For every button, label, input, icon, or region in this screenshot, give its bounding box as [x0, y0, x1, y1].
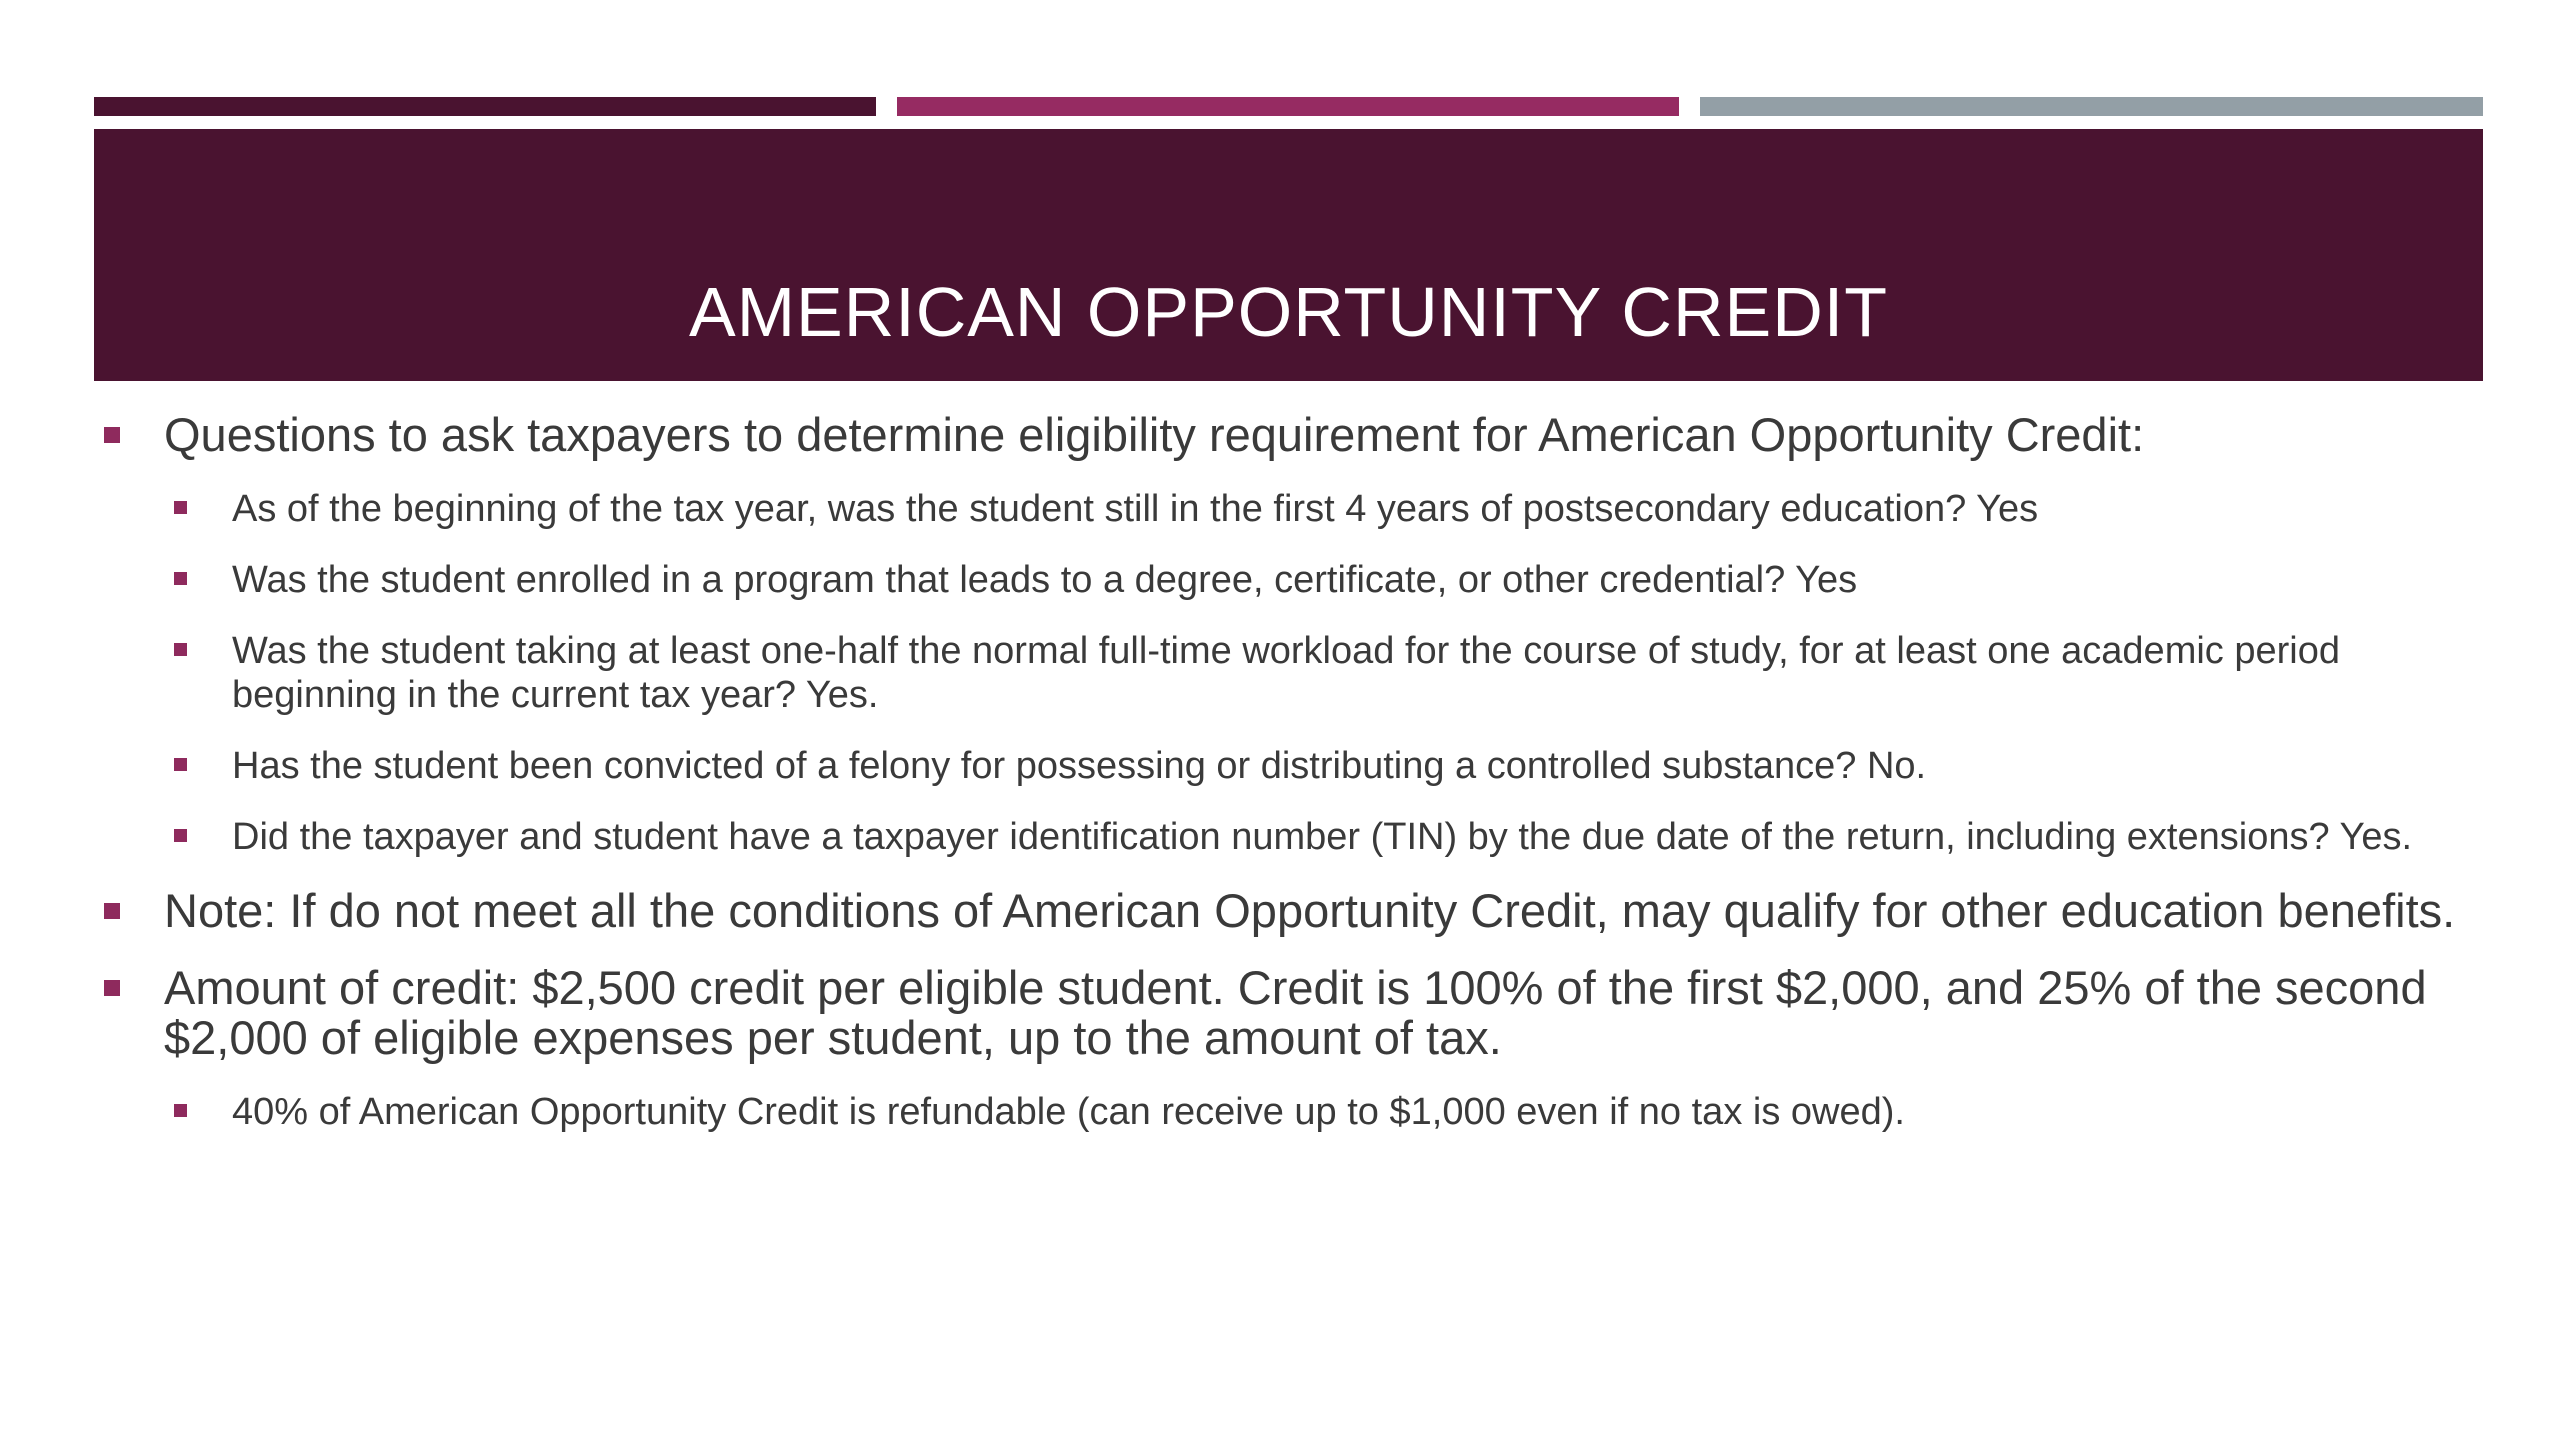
accent-bar-dark — [94, 97, 876, 116]
square-bullet-icon — [104, 903, 120, 919]
slide-content — [94, 410, 2474, 1161]
sub-bullet-text: 40% of American Opportunity Credit is refundable (can receive up to $1,000 even if no tax is owed). — [232, 1091, 1905, 1133]
accent-bar-gray — [1700, 97, 2483, 116]
sub-bullet-text: Was the student enrolled in a program that leads to a degree, certificate, or other credential? Yes — [232, 559, 1858, 601]
sub-bullet-item — [94, 815, 2474, 859]
sub-bullet-text: As of the beginning of the tax year, was the student still in the first 4 years of postsecondary education? Yes — [232, 488, 2039, 530]
square-bullet-icon — [174, 1104, 187, 1117]
square-bullet-icon — [174, 643, 187, 656]
bullet-item-questions — [94, 410, 2474, 460]
sub-bullet-item — [94, 487, 2474, 531]
sub-bullet-item — [94, 1090, 2474, 1134]
sub-bullet-text: Has the student been convicted of a felony for possessing or distributing a controlled substance? No. — [232, 745, 1927, 787]
sub-list-questions — [94, 487, 2474, 859]
square-bullet-icon — [104, 427, 120, 443]
square-bullet-icon — [174, 829, 187, 842]
bullet-item-note — [94, 886, 2474, 936]
slide-title: AMERICAN OPPORTUNITY CREDIT — [689, 273, 1888, 351]
title-band — [94, 129, 2483, 381]
square-bullet-icon — [174, 758, 187, 771]
square-bullet-icon — [174, 501, 187, 514]
sub-list-amount — [94, 1090, 2474, 1134]
square-bullet-icon — [104, 980, 120, 996]
bullet-text: Note: If do not meet all the conditions of American Opportunity Credit, may qualify for other education benefits. — [164, 884, 2456, 937]
accent-bar-magenta — [897, 97, 1679, 116]
sub-bullet-item — [94, 744, 2474, 788]
sub-bullet-text: Did the taxpayer and student have a taxpayer identification number (TIN) by the due date of the return, including extensions? Yes. — [232, 816, 2413, 858]
sub-bullet-item — [94, 558, 2474, 602]
bullet-text: Questions to ask taxpayers to determine eligibility requirement for American Opportunity Credit: — [164, 408, 2145, 461]
sub-bullet-text: Was the student taking at least one-half the normal full-time workload for the course of study, for at least one academic period beginning in the current tax year? Yes. — [232, 630, 2340, 716]
square-bullet-icon — [174, 572, 187, 585]
bullet-item-amount — [94, 963, 2474, 1063]
bullet-text: Amount of credit: $2,500 credit per eligible student. Credit is 100% of the first $2,000, and 25% of the second $2,000 of eligible expenses per student, up to the amount of tax. — [164, 961, 2427, 1064]
sub-bullet-item — [94, 629, 2474, 717]
